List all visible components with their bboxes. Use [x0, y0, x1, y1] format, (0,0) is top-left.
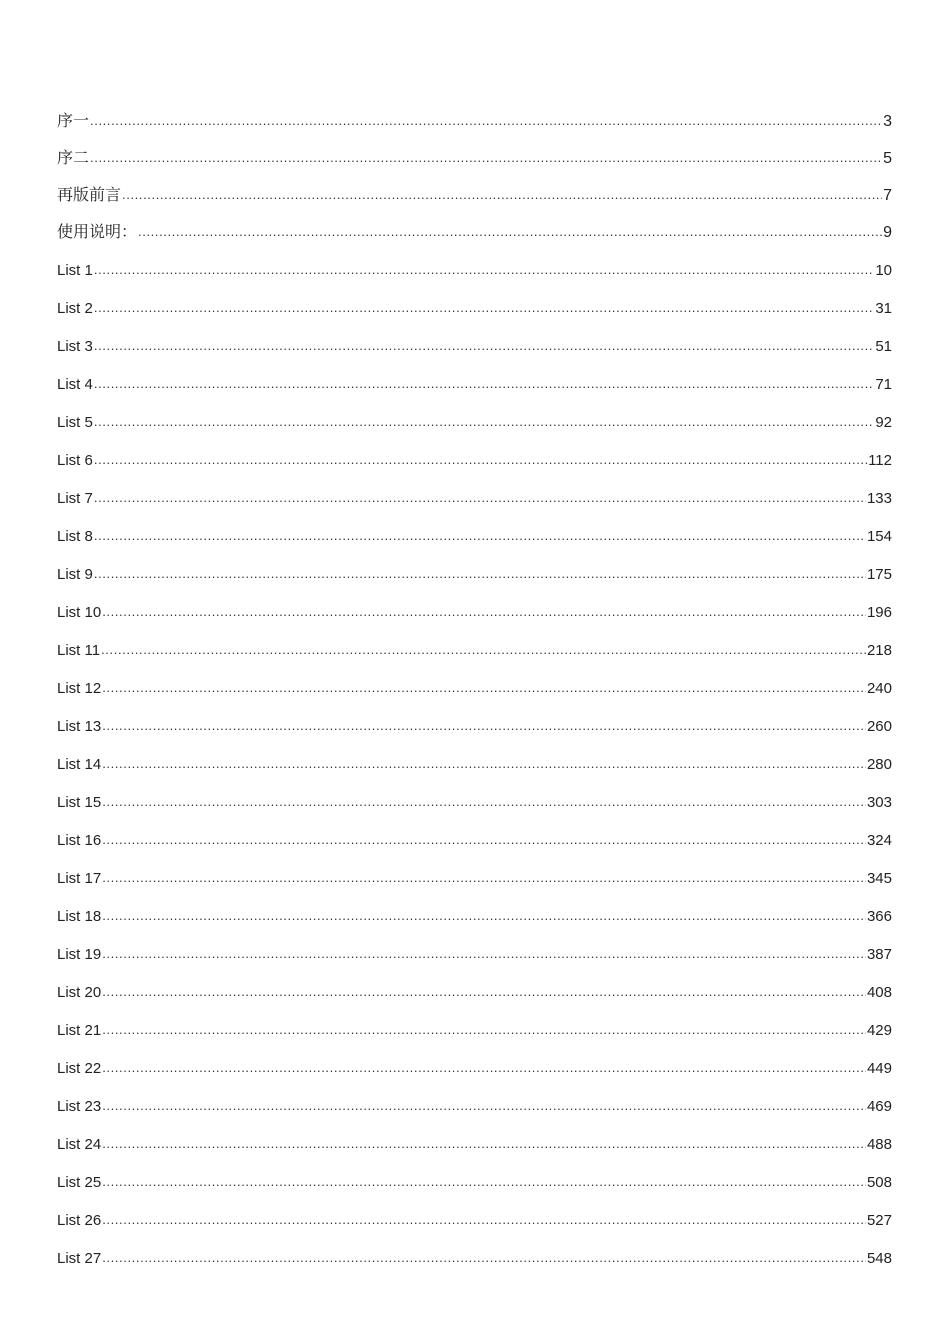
toc-entry-list-16[interactable] [57, 813, 892, 851]
toc-entry-list-24[interactable] [57, 1117, 892, 1155]
table-of-contents [57, 95, 892, 1269]
toc-dot-leader [102, 1098, 866, 1117]
toc-entry-label: 使用说明： [57, 224, 138, 241]
toc-entry-list-3[interactable] [57, 319, 892, 357]
toc-page-number: 133 [866, 490, 892, 507]
toc-entry-reprint-foreword[interactable] [57, 169, 892, 206]
toc-page-number: 51 [875, 338, 892, 355]
toc-dot-leader [101, 642, 866, 661]
toc-dot-leader [102, 604, 866, 623]
toc-entry-list-18[interactable] [57, 889, 892, 927]
toc-page-number: 324 [866, 832, 892, 849]
toc-page-number: 488 [866, 1136, 892, 1153]
toc-page-number: 260 [866, 718, 892, 735]
toc-entry-label: List 6 [57, 452, 93, 469]
toc-page-number: 527 [866, 1212, 892, 1229]
toc-page-number: 92 [875, 414, 892, 431]
toc-entry-label: 序一 [57, 113, 90, 130]
toc-page-number: 240 [866, 680, 892, 697]
toc-page-number: 71 [875, 376, 892, 393]
toc-entry-list-7[interactable] [57, 471, 892, 509]
toc-dot-leader [102, 718, 866, 737]
toc-page-number: 303 [866, 794, 892, 811]
toc-entry-label: List 18 [57, 908, 102, 925]
toc-entry-label: List 16 [57, 832, 102, 849]
toc-entry-list-17[interactable] [57, 851, 892, 889]
toc-entry-label: List 20 [57, 984, 102, 1001]
toc-entry-label: List 13 [57, 718, 102, 735]
toc-dot-leader [102, 1212, 866, 1231]
toc-entry-list-15[interactable] [57, 775, 892, 813]
toc-page-number: 508 [866, 1174, 892, 1191]
toc-entry-label: List 8 [57, 528, 93, 545]
toc-dot-leader [138, 224, 882, 243]
toc-entry-list-22[interactable] [57, 1041, 892, 1079]
toc-page-number: 449 [866, 1060, 892, 1077]
toc-page-number: 7 [883, 187, 892, 204]
toc-page-number: 408 [866, 984, 892, 1001]
toc-page-number: 218 [866, 642, 892, 659]
toc-entry-label: 再版前言 [57, 187, 122, 204]
toc-entry-label: List 27 [57, 1250, 102, 1267]
toc-entry-label: List 1 [57, 262, 93, 279]
toc-entry-list-6[interactable] [57, 433, 892, 471]
toc-dot-leader [102, 794, 866, 813]
toc-page-number: 31 [875, 300, 892, 317]
toc-dot-leader [94, 452, 867, 471]
toc-page-number: 3 [883, 113, 892, 130]
toc-page-number: 9 [883, 224, 892, 241]
toc-entry-label: List 2 [57, 300, 93, 317]
toc-entry-list-26[interactable] [57, 1193, 892, 1231]
toc-dot-leader [102, 1022, 866, 1041]
toc-entry-list-4[interactable] [57, 357, 892, 395]
toc-dot-leader [102, 1060, 866, 1079]
toc-dot-leader [102, 680, 866, 699]
toc-entry-list-11[interactable] [57, 623, 892, 661]
toc-entry-label: List 24 [57, 1136, 102, 1153]
toc-page-number: 548 [866, 1250, 892, 1267]
toc-page-number: 10 [875, 262, 892, 279]
toc-entry-list-2[interactable] [57, 281, 892, 319]
toc-page-number: 5 [883, 150, 892, 167]
toc-entry-label: List 21 [57, 1022, 102, 1039]
toc-dot-leader [94, 338, 874, 357]
toc-dot-leader [102, 1250, 866, 1269]
toc-entry-list-19[interactable] [57, 927, 892, 965]
toc-page-number: 196 [866, 604, 892, 621]
toc-page-number: 387 [866, 946, 892, 963]
toc-entry-label: List 9 [57, 566, 93, 583]
toc-entry-label: List 26 [57, 1212, 102, 1229]
toc-dot-leader [94, 490, 866, 509]
toc-entry-label: List 15 [57, 794, 102, 811]
toc-dot-leader [94, 262, 874, 281]
toc-entry-list-1[interactable] [57, 243, 892, 281]
toc-entry-label: List 10 [57, 604, 102, 621]
toc-entry-list-23[interactable] [57, 1079, 892, 1117]
toc-entry-list-27[interactable] [57, 1231, 892, 1269]
toc-entry-label: List 22 [57, 1060, 102, 1077]
toc-entry-list-21[interactable] [57, 1003, 892, 1041]
toc-dot-leader [94, 566, 866, 585]
toc-entry-list-14[interactable] [57, 737, 892, 775]
toc-dot-leader [102, 946, 866, 965]
toc-entry-list-10[interactable] [57, 585, 892, 623]
toc-dot-leader [90, 113, 882, 132]
toc-dot-leader [94, 376, 874, 395]
toc-page-number: 469 [866, 1098, 892, 1115]
toc-dot-leader [122, 187, 882, 206]
toc-dot-leader [94, 414, 874, 433]
toc-entry-label: List 19 [57, 946, 102, 963]
toc-dot-leader [94, 300, 874, 319]
toc-entry-list-13[interactable] [57, 699, 892, 737]
toc-entry-label: List 11 [57, 642, 101, 659]
toc-entry-list-8[interactable] [57, 509, 892, 547]
toc-entry-list-12[interactable] [57, 661, 892, 699]
toc-page-number: 154 [866, 528, 892, 545]
toc-page-number: 280 [866, 756, 892, 773]
toc-dot-leader [102, 1174, 866, 1193]
toc-entry-list-20[interactable] [57, 965, 892, 1003]
toc-entry-label: List 14 [57, 756, 102, 773]
toc-page-number: 175 [866, 566, 892, 583]
toc-entry-label: List 17 [57, 870, 102, 887]
toc-dot-leader [102, 832, 866, 851]
toc-dot-leader [102, 984, 866, 1003]
toc-dot-leader [94, 528, 866, 547]
toc-entry-label: List 25 [57, 1174, 102, 1191]
toc-entry-list-9[interactable] [57, 547, 892, 585]
toc-dot-leader [102, 870, 866, 889]
toc-page-number: 366 [866, 908, 892, 925]
toc-page-number: 429 [866, 1022, 892, 1039]
toc-dot-leader [102, 756, 866, 775]
toc-entry-list-25[interactable] [57, 1155, 892, 1193]
toc-entry-preface-1[interactable] [57, 95, 892, 132]
toc-page-number: 345 [866, 870, 892, 887]
toc-page-number: 112 [868, 452, 892, 469]
toc-dot-leader [102, 1136, 866, 1155]
toc-entry-label: List 23 [57, 1098, 102, 1115]
toc-entry-usage-notes[interactable] [57, 206, 892, 243]
toc-entry-label: List 5 [57, 414, 93, 431]
toc-entry-preface-2[interactable] [57, 132, 892, 169]
toc-dot-leader [90, 150, 882, 169]
toc-entry-label: List 12 [57, 680, 102, 697]
toc-entry-label: List 3 [57, 338, 93, 355]
toc-entry-list-5[interactable] [57, 395, 892, 433]
toc-dot-leader [102, 908, 866, 927]
toc-entry-label: List 4 [57, 376, 93, 393]
toc-entry-label: List 7 [57, 490, 93, 507]
toc-entry-label: 序二 [57, 150, 90, 167]
